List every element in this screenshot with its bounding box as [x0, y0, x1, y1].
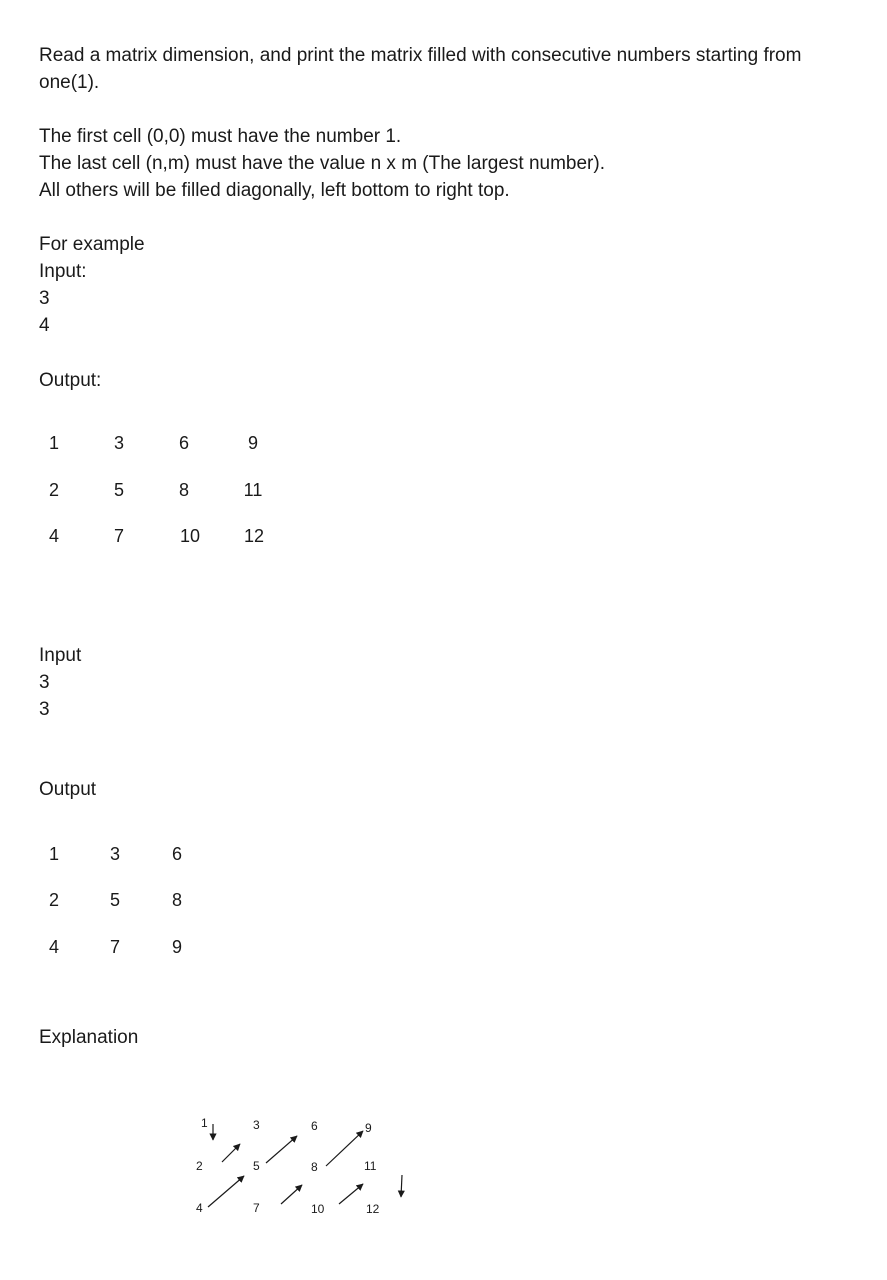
diagram-arrow-diagonal — [208, 1176, 244, 1207]
rule-diagonal-fill: All others will be filled diagonally, left bottom to right top. — [39, 180, 510, 201]
diagram-arrow-diagonal — [281, 1185, 302, 1204]
example2-input-label: Input — [39, 645, 82, 666]
diagram-number: 7 — [253, 1201, 260, 1215]
diagram-number: 8 — [311, 1160, 318, 1174]
matrix-cell: 3 — [113, 433, 124, 453]
diagram-number: 10 — [311, 1202, 325, 1216]
matrix-cell: 4 — [48, 526, 59, 546]
matrix-cell: 9 — [247, 433, 258, 453]
diagram-number: 4 — [196, 1201, 203, 1215]
diagram-number: 3 — [253, 1118, 260, 1132]
intro-line-2: one(1). — [39, 72, 100, 93]
matrix-cell: 3 — [109, 844, 120, 864]
diagram-number: 6 — [311, 1119, 318, 1133]
diagram-number: 12 — [366, 1202, 380, 1216]
diagram-arrow-down — [401, 1175, 402, 1197]
matrix-cell: 7 — [113, 526, 124, 546]
example1-output-label: Output: — [39, 370, 102, 391]
matrix-cell: 4 — [48, 937, 59, 957]
diagram-numbers — [196, 1116, 380, 1216]
example1-input-label: Input: — [39, 261, 87, 282]
matrix-cell: 7 — [109, 937, 120, 957]
diagram-arrow-diagonal — [222, 1144, 240, 1162]
matrix-cell: 12 — [243, 526, 265, 546]
matrix-cell: 8 — [171, 890, 182, 910]
matrix-cell: 11 — [243, 480, 263, 500]
matrix-cell: 10 — [179, 526, 201, 546]
example1-input-cols: 4 — [39, 315, 50, 336]
diagram-number: 11 — [364, 1159, 377, 1173]
rule-last-cell: The last cell (n,m) must have the value n x m (The largest number). — [39, 153, 605, 174]
matrix-cell: 9 — [171, 937, 182, 957]
matrix-cell: 1 — [48, 433, 59, 453]
matrix-cell: 2 — [48, 890, 59, 910]
matrix-cell: 1 — [48, 844, 59, 864]
diagram-number: 9 — [365, 1121, 372, 1135]
diagram-number: 5 — [253, 1159, 260, 1173]
rule-first-cell: The first cell (0,0) must have the number 1. — [39, 126, 402, 147]
matrix-cell: 5 — [113, 480, 124, 500]
diagram-arrow-diagonal — [339, 1184, 363, 1204]
example2-input-cols: 3 — [39, 699, 50, 720]
example1-input-rows: 3 — [39, 288, 50, 309]
diagram-number: 1 — [201, 1116, 208, 1130]
example2-output-label: Output — [39, 779, 97, 800]
example-heading: For example — [39, 234, 145, 255]
matrix-cell: 2 — [48, 480, 59, 500]
diagram-number: 2 — [196, 1159, 203, 1173]
diagram-arrow-diagonal — [266, 1136, 297, 1163]
example2-input-rows: 3 — [39, 672, 50, 693]
matrix-cell: 8 — [178, 480, 189, 500]
matrix-cell: 6 — [171, 844, 182, 864]
explanation-heading: Explanation — [39, 1027, 139, 1048]
intro-line-1: Read a matrix dimension, and print the matrix filled with consecutive numbers starting from — [39, 45, 802, 66]
matrix-cell: 5 — [109, 890, 120, 910]
diagram-arrow-diagonal — [326, 1131, 363, 1166]
matrix-cell: 6 — [178, 433, 189, 453]
